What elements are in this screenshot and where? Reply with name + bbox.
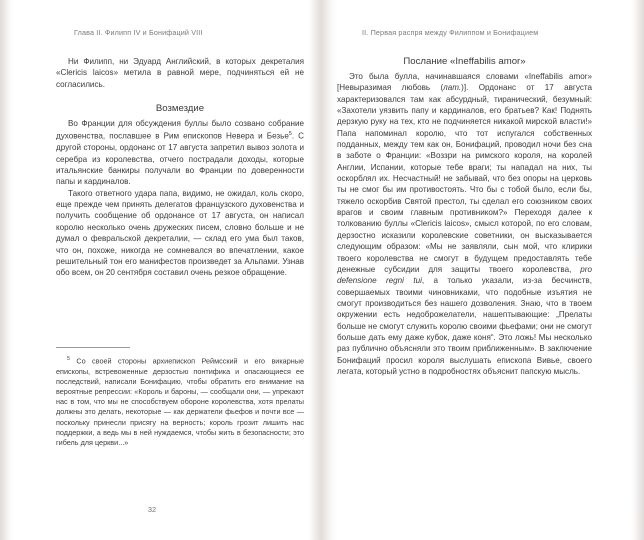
right-paragraph-text-a: Это была булла, начинавшаяся словами «Ineffabilis amor» [Невыразимая любовь ( — [337, 72, 592, 93]
footnote-block — [56, 347, 304, 448]
page-number: 32 — [147, 505, 157, 514]
left-column — [56, 56, 304, 279]
page-right-edge-shadow — [634, 0, 644, 540]
left-paragraph-2-text-a: Во Франции для обсуждения буллы было созвано собрание духовенства, пославшее в Рим епископов Невера и Безье — [56, 119, 304, 142]
left-paragraph-1: Ни Филипп, ни Эдуард Английский, в которых декреталия «Clericis laicos» метила в равной мере, подчиняться ей не согласились. — [56, 57, 304, 89]
left-paragraph-2-text-b: . С другой стороны, ордонанс от 17 августа запретил вывоз золота и серебра из королевства, отчего пострадали доходы, которые итальянские банкиры получали во Франции по доверенности папы и кардиналов. — [56, 132, 305, 187]
right-column — [337, 56, 592, 377]
latin-abbrev-italic: лат. — [443, 83, 462, 93]
running-head-right: II. Первая распря между Филиппом и Бонифацием — [362, 28, 539, 37]
footnote-reference-5[interactable]: 5 — [288, 131, 292, 138]
page-gutter-shadow — [310, 0, 332, 540]
footnote-5 — [56, 354, 304, 448]
section-heading-ineffabilis-amor: Послание «Ineffabilis amor» — [403, 56, 526, 67]
left-paragraph-3: Такого ответного удара папа, видимо, не ожидал, коль скоро, еще прежде чем принять делегатов французского духовенства и получить сообщение об ордонансе от 17 августа, он написал королю несколько очень дружеских писем, словно больше и не думал о февральской декреталии, — склад его ума был таков, что он, похоже, никогда не сомневался во впечатлении, какое решительный тон его манифестов произведет за Альпами. Узнав обо всем, он 20 сентября составил очень резкое обращение. — [56, 188, 304, 278]
footnote-marker-5: 5 — [67, 356, 70, 362]
right-paragraph-text-c: , а только указали, из-за бесчинств, совершаемых твоими чиновниками, что подобные изъятия не смогут производиться без нашего дозволения. Знаю, что в твоем окружении есть недоброжелатели, нашептывающие: „Прелаты больше не смогут служить королю своими фьефами; они не смогут больше дать ему даже кубок, даже коня“. Это ложь! Мы несколько раз публично объясняли это твоим приближенным». В заключение Бонифаций просил короля выслушать епископа Вивье, своего легата, который устно в подробностях объяснит папскую мысль. — [337, 276, 592, 376]
footnote-separator-rule — [56, 347, 130, 348]
right-paragraph-text-b: )]. Ордонанс от 17 августа характеризовался там как абсурдный, тиранический, безумный: «Захотели уязвить папу и кардиналов, его братьев? Как! Поднять дерзкую руку на тех, кто не подчиняется никакой мирской власти!» Папа напоминал королю, что тот испугался собственных подданных, между тем как он, Бонифаций, проводил ночи без сна в заботе о Франции: «Воззри на римского короля, на королей Англии, Испании, которые тебе враги; ты нападал на них, ты оскорблял их. Несчастный! не забывай, что без опоры на церковь ты не смог бы им противостоять. Что бы с тобой было, если бы, тяжело оскорбив Святой престол, ты сделал его союзником своих врагов и своим главным противником?» Переходя далее к толкованию буллы «Clericis laicos», смысл которой, по его словам, дерзостно исказили королевские советники, он высказывается следующим образом: «Мы не заявляли, сын мой, что клирики твоего королевства не смогут в будущем предоставлять тебе денежные субсидии для защиты твоего королевства, — [337, 83, 592, 274]
right-paragraph-1 — [337, 71, 592, 377]
left-paragraph-2 — [56, 118, 304, 188]
running-head-left: Глава II. Филипп IV и Бонифаций VIII — [74, 28, 203, 37]
section-heading-vozmezdie: Возмездие — [155, 103, 205, 115]
latin-phrase-italic: pro defensione regni tui — [337, 264, 592, 286]
page-left-edge-shadow — [0, 0, 10, 540]
footnote-5-text: Со своей стороны архиепископ Реймсский и его викарные епископы, встревоженные дерзостью понтифика и опасающиеся ее последствий, написали Бонифацию, чтобы обратить его внимание на вероятные репрессии: «Король и бароны, — сообщали они, — упрекают нас в том, что мы не способствуем обороне королевства, хотя прелаты должны это делать, некоторые — как держатели фьефов и почти все — поскольку принесли присягу на верность; король грозит лишить нас поддержки, а ведь мы в ней нуждаемся, чтобы жить в безопасности; это гибель для церкви...» — [56, 356, 304, 448]
